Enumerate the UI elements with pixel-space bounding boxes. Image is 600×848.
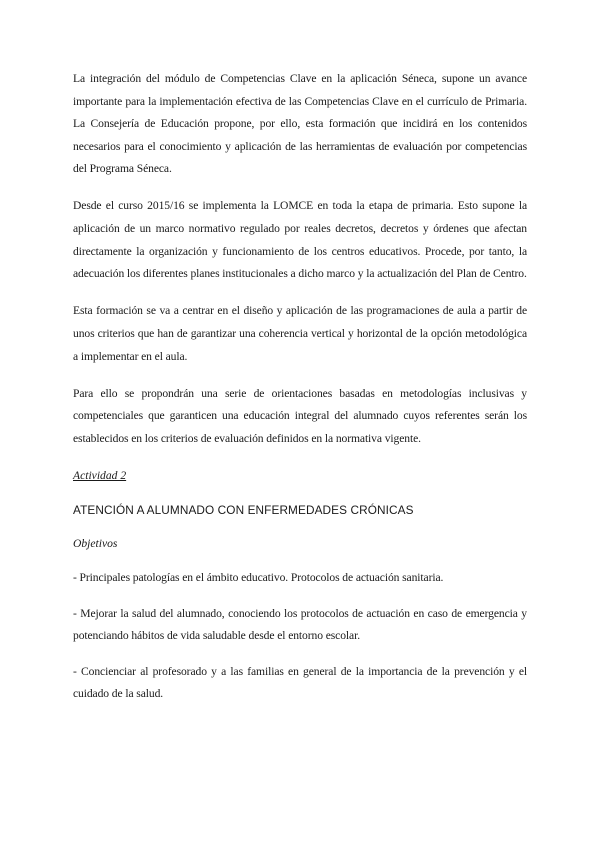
objective-item-2: - Mejorar la salud del alumnado, conociendo los protocolos de actuación en caso de emergencia y potenciando hábitos de vida saludable desde el entorno escolar. [73, 606, 527, 643]
objective-item-3: - Concienciar al profesorado y a las familias en general de la importancia de la prevención y el cuidado de la salud. [73, 664, 527, 701]
intro-paragraph-1: La integración del módulo de Competencias Clave en la aplicación Séneca, supone un avance importante para la implementación efectiva de las Competencias Clave en el currículo de Primaria. La Consejería de Educación propone, por ello, esta formación que incidirá en los contenidos necesarios para el conocimiento y aplicación de las herramientas de evaluación por competencias del Programa Séneca. [73, 72, 527, 176]
intro-paragraph-3: Esta formación se va a centrar en el diseño y aplicación de las programaciones de aula a partir de unos criterios que han de garantizar una coherencia vertical y horizontal de la opción metodológica a implementar en el aula. [73, 304, 527, 363]
objective-item-1: - Principales patologías en el ámbito educativo. Protocolos de actuación sanitaria. [73, 570, 444, 584]
objectives-label: Objetivos [73, 536, 118, 550]
activity-label: Actividad 2 [73, 468, 127, 482]
intro-paragraph-2: Desde el curso 2015/16 se implementa la LOMCE en toda la etapa de primaria. Esto supone la aplicación de un marco normativo regulado por reales decretos, decretos y órdenes que afectan directamente la organización y funcionamiento de los centros educativos. Procede, por tanto, la adecuación los diferentes planes institucionales a dicho marco y la actualización del Plan de Centro. [73, 199, 527, 281]
intro-paragraph-4: Para ello se propondrán una serie de orientaciones basadas en metodologías inclusivas y competenciales que garanticen una educación integral del alumnado cuyos referentes serán los establecidos en los criterios de evaluación definidos en la normativa vigente. [73, 386, 527, 445]
activity-title: ATENCIÓN A ALUMNADO CON ENFERMEDADES CRÓNICAS [73, 502, 414, 517]
